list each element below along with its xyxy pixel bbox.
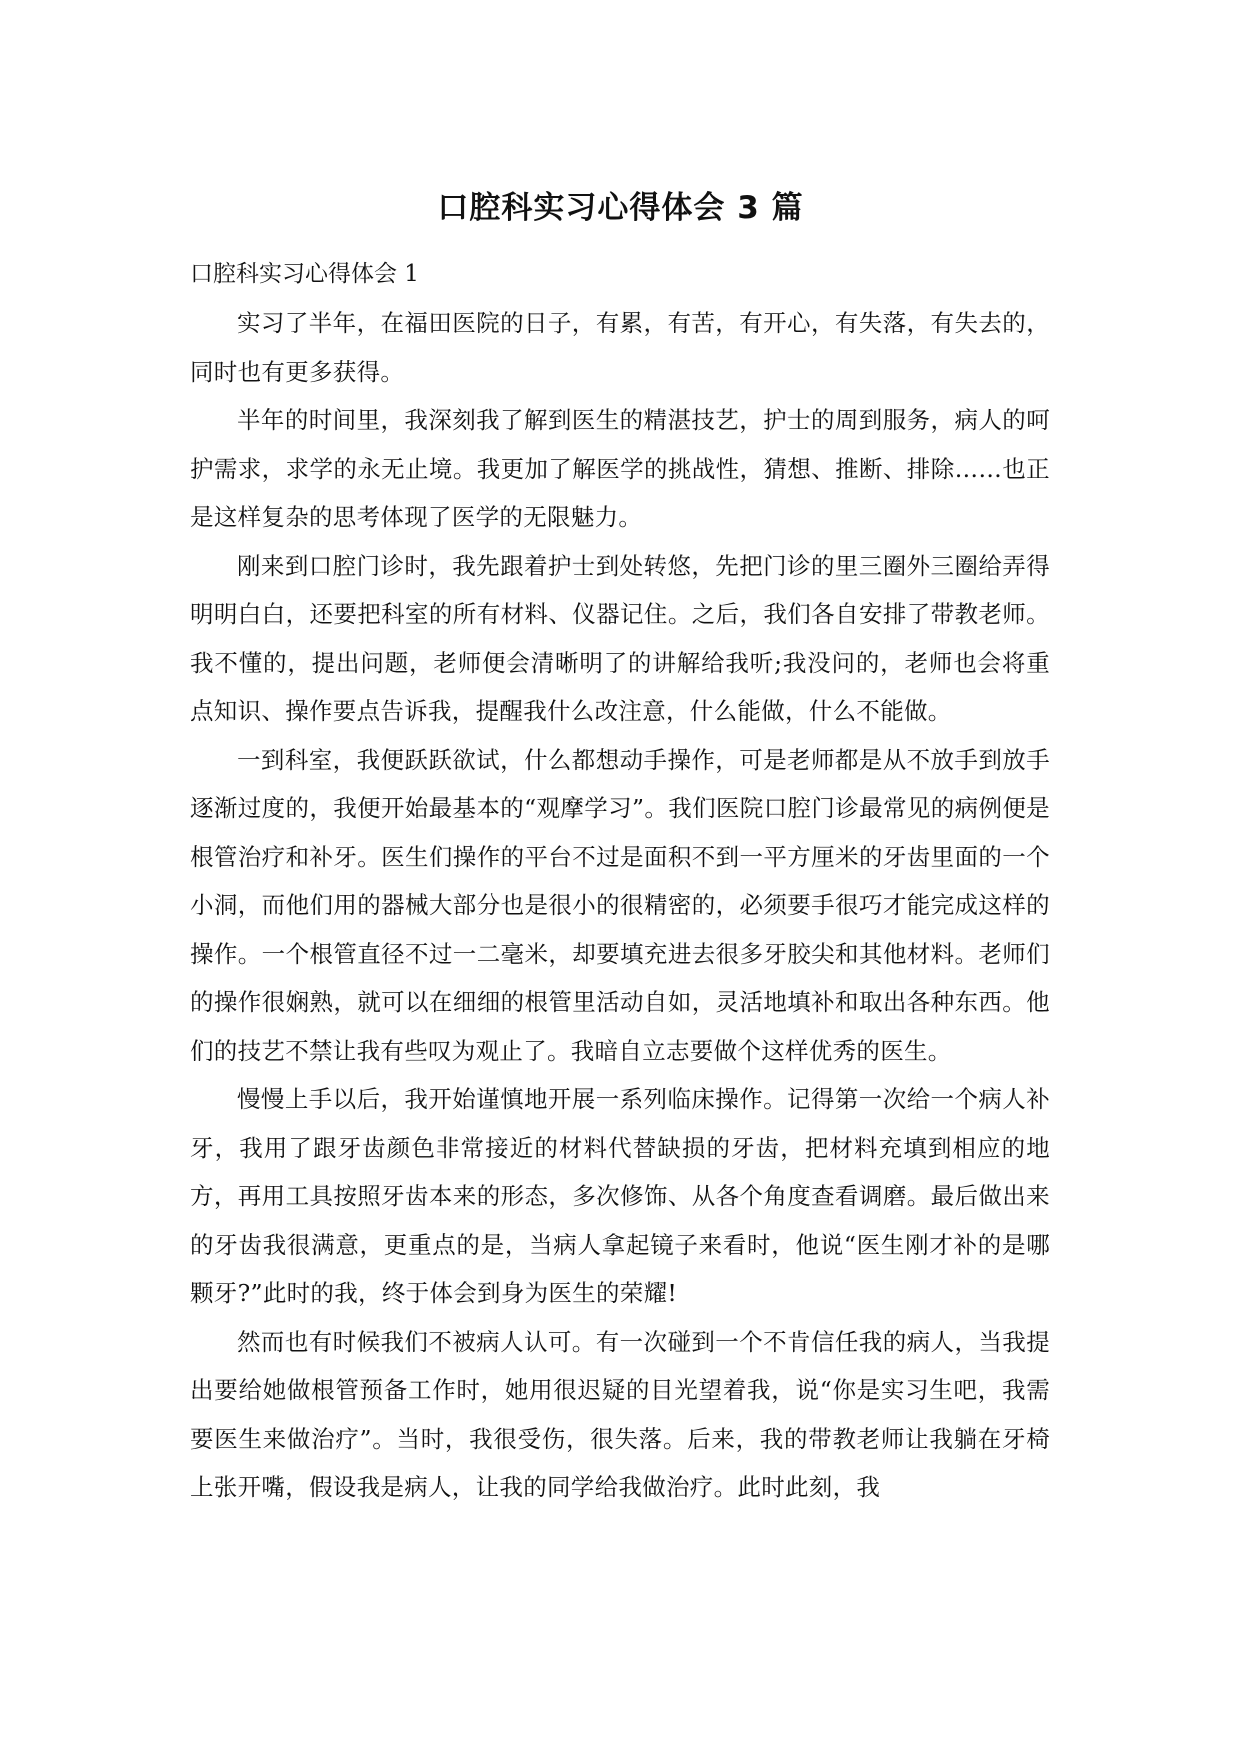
document-title: 口腔科实习心得体会 3 篇 <box>437 190 804 226</box>
paragraph: 半年的时间里，我深刻我了解到医生的精湛技艺，护士的周到服务，病人的呵护需求，求学的永无止境。我更加了解医学的挑战性，猜想、推断、排除……也正是这样复杂的思考体现了医学的无限魅力。 <box>190 406 1050 531</box>
section-heading: 口腔科实习心得体会 1 <box>190 261 419 287</box>
paragraph: 刚来到口腔门诊时，我先跟着护士到处转悠，先把门诊的里三圈外三圈给弄得明明白白，还要把科室的所有材料、仪器记住。之后，我们各自安排了带教老师。我不懂的，提出问题，老师便会清晰明了的讲解给我听;我没问的，老师也会将重点知识、操作要点告诉我，提醒我什么改注意，什么能做，什么不能做。 <box>190 551 1050 725</box>
paragraph: 然而也有时候我们不被病人认可。有一次碰到一个不肯信任我的病人，当我提出要给她做根管预备工作时，她用很迟疑的目光望着我，说“你是实习生吧，我需要医生来做治疗”。当时，我很受伤，很失落。后来，我的带教老师让我躺在牙椅上张开嘴，假设我是病人，让我的同学给我做治疗。此时此刻，我 <box>190 1327 1050 1501</box>
document-body <box>190 299 1050 1512</box>
paragraph: 实习了半年，在福田医院的日子，有累，有苦，有开心，有失落，有失去的，同时也有更多获得。 <box>190 309 1050 386</box>
paragraph: 一到科室，我便跃跃欲试，什么都想动手操作，可是老师都是从不放手到放手逐渐过度的，我便开始最基本的“观摩学习”。我们医院口腔门诊最常见的病例便是根管治疗和补牙。医生们操作的平台不过是面积不到一平方厘米的牙齿里面的一个小洞，而他们用的器械大部分也是很小的很精密的，必须要手很巧才能完成这样的操作。一个根管直径不过一二毫米，却要填充进去很多牙胶尖和其他材料。老师们的操作很娴熟，就可以在细细的根管里活动自如，灵活地填补和取出各种东西。他们的技艺不禁让我有些叹为观止了。我暗自立志要做个这样优秀的医生。 <box>190 745 1050 1065</box>
paragraph: 慢慢上手以后，我开始谨慎地开展一系列临床操作。记得第一次给一个病人补牙，我用了跟牙齿颜色非常接近的材料代替缺损的牙齿，把材料充填到相应的地方，再用工具按照牙齿本来的形态，多次修饰、从各个角度查看调磨。最后做出来的牙齿我很满意，更重点的是，当病人拿起镜子来看时，他说“医生刚才补的是哪颗牙?”此时的我，终于体会到身为医生的荣耀! <box>190 1085 1050 1307</box>
